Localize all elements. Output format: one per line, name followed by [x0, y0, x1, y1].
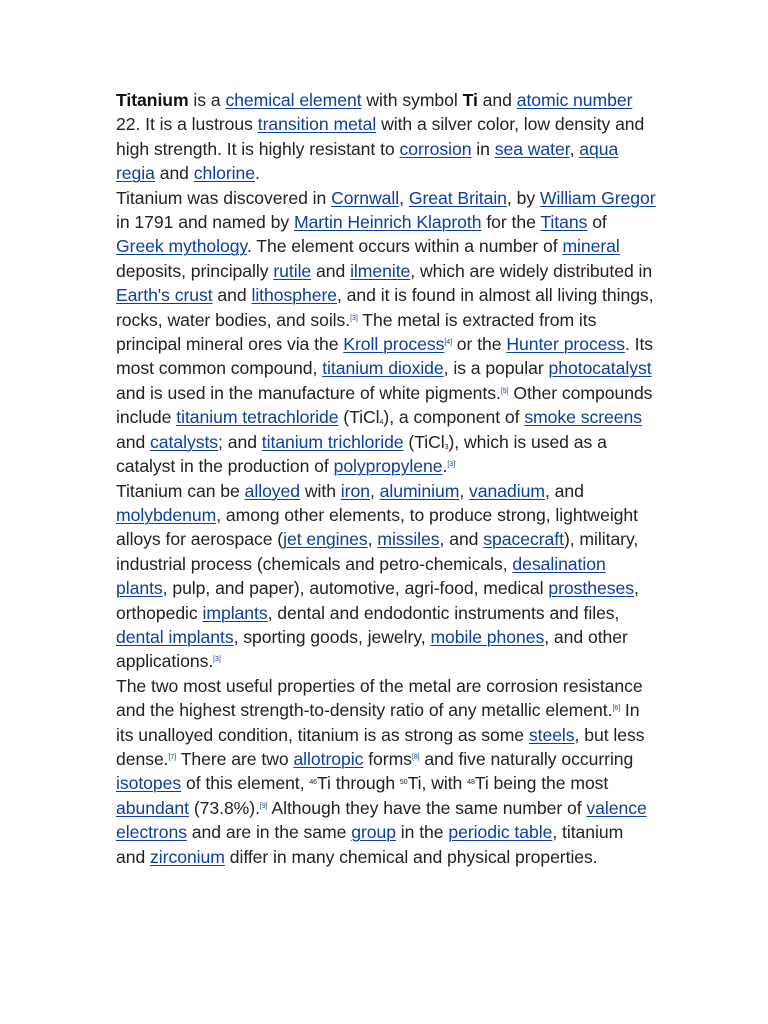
text-run: differ in many chemical and physical properties.: [224, 846, 598, 867]
text-run: (TiCl: [338, 407, 380, 428]
link-smoke-screens[interactable]: smoke screens: [524, 407, 642, 428]
text-run: , by: [506, 187, 540, 208]
link-martin-heinrich-klaproth[interactable]: Martin Heinrich Klaproth: [293, 212, 482, 233]
text-run: , among other elements, to produce strong, lightweight alloys for aerospace (: [116, 504, 638, 550]
link-mobile-phones[interactable]: mobile phones: [430, 626, 545, 647]
text-run: There are two: [176, 748, 294, 769]
text-run: ,: [569, 138, 580, 159]
text-run: and: [154, 163, 194, 184]
link-titanium-trichloride[interactable]: titanium trichloride: [261, 431, 404, 452]
text-run: , sporting goods, jewelry,: [233, 626, 431, 647]
text-run: forms: [363, 748, 412, 769]
paragraph-alloys: [116, 479, 656, 674]
link-chlorine[interactable]: chlorine: [193, 163, 255, 184]
link-allotropic[interactable]: allotropic: [293, 748, 364, 769]
link-dental-implants[interactable]: dental implants: [116, 626, 234, 647]
text-run: Ti being the most: [474, 773, 609, 794]
text-run: ), military, industrial process (chemicals and petro-chemicals,: [116, 529, 639, 574]
link-isotopes[interactable]: isotopes: [116, 773, 182, 794]
link-cornwall[interactable]: Cornwall: [331, 187, 400, 208]
formula-subscript: 3: [444, 443, 449, 451]
link-spacecraft[interactable]: spacecraft: [483, 529, 564, 550]
isotope-mass-number: 46: [309, 779, 318, 787]
text-run: in the: [395, 822, 449, 843]
link-chemical-element[interactable]: chemical element: [225, 90, 362, 110]
text-run: .: [442, 456, 448, 477]
link-valence-electrons[interactable]: valence electrons: [116, 797, 647, 843]
text-run: , orthopedic: [116, 578, 639, 623]
text-run: with: [300, 480, 341, 501]
citation-ref[interactable]: [9]: [259, 802, 268, 810]
link-sea-water[interactable]: sea water: [494, 138, 570, 159]
text-run: , is a popular: [443, 358, 549, 379]
link-prostheses[interactable]: prostheses: [548, 578, 634, 599]
text-run: deposits, principally: [116, 260, 274, 281]
text-run: , pulp, and paper), automotive, agri-food, medical: [162, 578, 549, 599]
text-run: . The element occurs within a number of: [246, 236, 563, 257]
text-run: for the: [481, 212, 541, 233]
text-run: and: [311, 260, 351, 281]
citation-ref[interactable]: [3]: [447, 461, 455, 469]
link-corrosion[interactable]: corrosion: [399, 138, 472, 159]
bold-term: Ti: [462, 90, 478, 110]
text-run: and: [212, 285, 252, 306]
link-periodic-table[interactable]: periodic table: [448, 822, 553, 843]
text-run: , and: [544, 480, 584, 501]
text-run: Ti, with: [407, 773, 468, 794]
link-vanadium[interactable]: vanadium: [469, 480, 545, 501]
link-titanium-tetrachloride[interactable]: titanium tetrachloride: [176, 407, 339, 428]
text-run: The two most useful properties of the metal are corrosion resistance and the highest strength-to-density ratio of any metallic element.: [116, 675, 643, 721]
text-run: , and it is found in almost all living things, rocks, water bodies, and soils.: [116, 285, 654, 330]
link-aluminium[interactable]: aluminium: [379, 480, 460, 501]
text-run: or the: [451, 334, 507, 355]
isotope-mass-number: 48: [467, 779, 475, 787]
text-run: .: [254, 163, 260, 184]
link-desalination-plants[interactable]: desalination plants: [116, 553, 606, 599]
text-run: , but less dense.: [116, 724, 645, 769]
text-run: and: [116, 431, 151, 452]
link-atomic-number[interactable]: atomic number: [516, 90, 633, 110]
bold-term: Titanium: [116, 90, 189, 110]
text-run: and: [477, 90, 517, 110]
text-run: (TiCl: [403, 431, 445, 452]
text-run: ), a component of: [383, 407, 525, 428]
text-run: in 1791 and named by: [116, 212, 294, 233]
link-kroll-process[interactable]: Kroll process: [343, 334, 445, 355]
text-run: ,: [369, 480, 380, 501]
text-run: ,: [399, 187, 409, 208]
link-hunter-process[interactable]: Hunter process: [506, 334, 625, 355]
link-transition-metal[interactable]: transition metal: [257, 114, 377, 135]
text-run: Ti through: [317, 773, 400, 794]
text-run: (73.8%).: [188, 797, 260, 818]
text-run: , dental and endodontic instruments and files,: [267, 602, 620, 623]
citation-ref[interactable]: [8]: [411, 753, 420, 761]
link-lithosphere[interactable]: lithosphere: [251, 285, 337, 306]
text-run: and is used in the manufacture of white pigments.: [116, 382, 501, 403]
link-william-gregor[interactable]: William Gregor: [539, 187, 656, 208]
text-run: and are in the same: [186, 822, 352, 843]
text-run: of this element,: [181, 773, 310, 794]
link-steels[interactable]: steels: [528, 724, 575, 745]
link-earth-s-crust[interactable]: Earth's crust: [116, 285, 213, 306]
link-rutile[interactable]: rutile: [273, 260, 312, 281]
link-group[interactable]: group: [351, 822, 396, 843]
text-run: Although they have the same number of: [267, 797, 587, 818]
text-run: The metal is extracted from its principal mineral ores via the: [116, 309, 597, 355]
text-run: 22. It is a lustrous: [116, 114, 258, 135]
text-run: , titanium and: [116, 822, 624, 867]
text-run: ,: [367, 529, 378, 550]
text-run: Titanium was discovered in: [116, 187, 332, 208]
link-polypropylene[interactable]: polypropylene: [333, 456, 443, 477]
text-run: Other compounds include: [116, 382, 653, 428]
link-mineral[interactable]: mineral: [562, 236, 620, 257]
citation-ref[interactable]: [5]: [500, 387, 509, 395]
text-run: with a silver color, low density and high strength. It is highly resistant to: [116, 114, 645, 159]
link-implants[interactable]: implants: [202, 602, 268, 623]
text-run: ,: [459, 480, 470, 501]
link-abundant[interactable]: abundant: [116, 797, 189, 818]
text-run: , which are widely distributed in: [410, 260, 653, 281]
link-alloyed[interactable]: alloyed: [244, 480, 301, 501]
text-run: . Its most common compound,: [116, 334, 654, 379]
text-run: , and other applications.: [116, 626, 628, 672]
formula-subscript: 4: [379, 419, 384, 427]
link-titanium-dioxide[interactable]: titanium dioxide: [322, 358, 444, 379]
link-zirconium[interactable]: zirconium: [150, 846, 225, 867]
text-run: , and: [439, 529, 484, 550]
text-run: and five naturally occurring: [419, 748, 634, 769]
link-photocatalyst[interactable]: photocatalyst: [548, 358, 652, 379]
text-run: In its unalloyed condition, titanium is as strong as some: [116, 700, 640, 745]
citation-ref[interactable]: [4]: [444, 339, 452, 347]
text-run: ; and: [218, 431, 262, 452]
text-run: is a: [188, 90, 226, 110]
link-aqua-regia[interactable]: aqua regia: [116, 138, 619, 184]
citation-ref[interactable]: [3]: [350, 314, 358, 322]
link-catalysts[interactable]: catalysts: [150, 431, 219, 452]
text-run: ), which is used as a catalyst in the production of: [116, 431, 607, 477]
citation-ref[interactable]: [3]: [213, 656, 221, 664]
paragraph-intro: [116, 88, 656, 186]
link-ilmenite[interactable]: ilmenite: [350, 260, 411, 281]
link-great-britain[interactable]: Great Britain: [408, 187, 507, 208]
link-jet-engines[interactable]: jet engines: [283, 529, 368, 550]
link-titans[interactable]: Titans: [540, 212, 588, 233]
link-iron[interactable]: iron: [340, 480, 370, 501]
paragraph-properties: [116, 674, 656, 869]
link-missiles[interactable]: missiles: [377, 529, 440, 550]
text-run: in: [471, 138, 495, 159]
citation-ref[interactable]: [6]: [612, 705, 621, 713]
paragraph-discovery: [116, 186, 656, 479]
article-body: [116, 88, 656, 869]
link-greek-mythology[interactable]: Greek mythology: [116, 236, 247, 257]
text-run: Titanium can be: [116, 480, 245, 501]
citation-ref[interactable]: [7]: [168, 753, 177, 761]
text-run: with symbol: [361, 90, 463, 110]
text-run: of: [587, 212, 607, 233]
link-molybdenum[interactable]: molybdenum: [116, 504, 217, 525]
isotope-mass-number: 50: [399, 779, 408, 787]
